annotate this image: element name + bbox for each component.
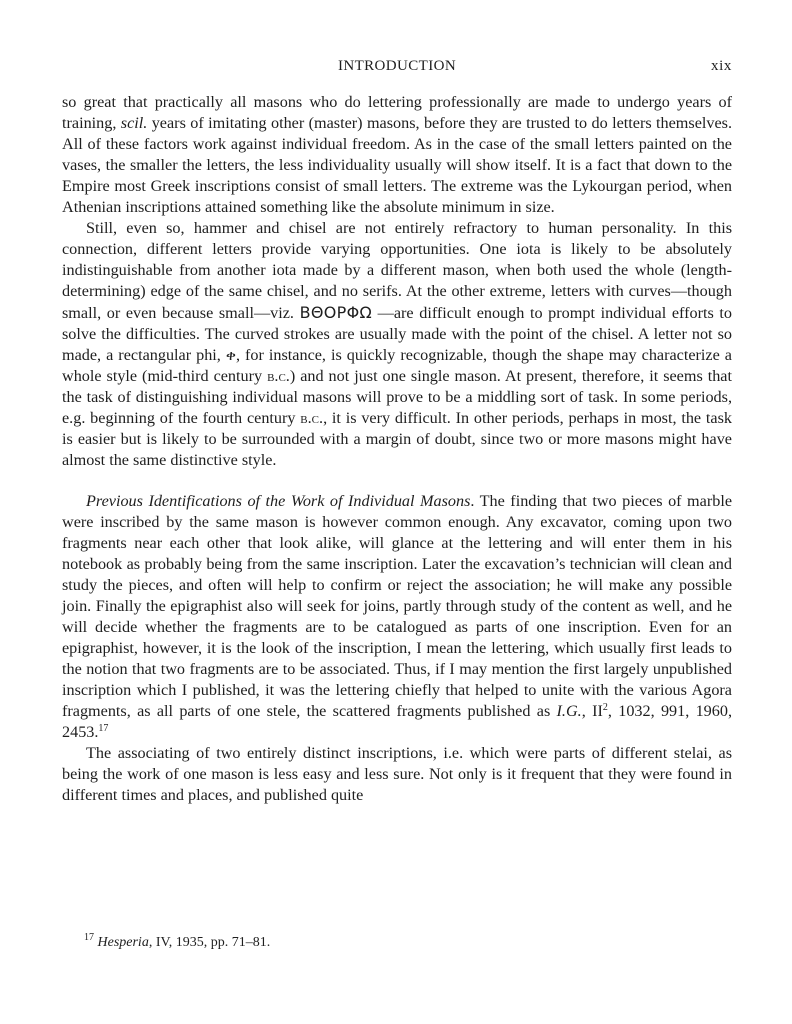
ig-citation: I.G. — [556, 702, 582, 720]
footnote-source: Hesperia — [97, 935, 149, 950]
superscript: 2 — [602, 702, 608, 713]
greek-letters: ΒΘΟΡΦΩ — [299, 303, 373, 322]
running-title: INTRODUCTION — [337, 58, 457, 74]
latin-abbreviation: scil. — [120, 114, 148, 132]
paragraph-1: so great that practically all masons who do lettering professionally are made to undergo years of training, scil. years of imitating other (master) masons, before they are trusted to do letters themselves. All of these factors work against individual freedom. As in the case of the small letters painted on the vases, the smaller the letters, the less individuality usually will show itself. It is a fact that down to the Empire most Greek inscriptions consist of small letters. The extreme was the Lykourgan period, when Athenian inscriptions attained something like the absolute minimum in size. — [62, 93, 732, 216]
body-text — [62, 92, 732, 806]
footnote — [84, 934, 684, 952]
running-header — [62, 58, 732, 80]
section-heading: Previous Identifications of the Work of Individual Masons — [86, 492, 471, 510]
paragraph-4: The associating of two entirely distinct inscriptions, i.e. which were parts of different stelai, as being the work of one mason is less easy and less sure. Not only is it frequent that they were found in different times and places, and published quite — [62, 744, 732, 804]
page-number: xix — [711, 58, 732, 74]
paragraph-3: Previous Identifications of the Work of Individual Masons. The finding that two pieces of marble were inscribed by the same mason is however common enough. Any excavator, coming upon two fragments near each other that look alike, will glance at the lettering and will enter them in his notebook as probably being from the same inscription. Later the excavation’s technician will clean and study the pieces, and often will help to confirm or reject the association; he will make any possible join. Finally the epigraphist also will seek for joins, partly through study of the content as well, and he will decide whether the fragments are to be catalogued as parts of one inscription. Even for an epigraphist, however, it is the look of the inscription, I mean the lettering, which usually first leads to the notion that two fragments are to be associated. Thus, if I may mention the first largely unpublished inscription which I published, it was the lettering chiefly that helped to unite with the various Agora fragments, as all parts of one stele, the scattered fragments published as I.G., $II^2$, 1032, 991, 1960, 2453.17 — [62, 492, 732, 741]
footnote-reference: 17 — [98, 723, 109, 734]
era-abbreviation: b.c. — [267, 367, 290, 385]
era-abbreviation: b.c. — [300, 409, 324, 427]
footnote-number: 17 — [84, 932, 94, 943]
rectangular-phi-glyph: ቀ — [225, 346, 236, 364]
footnote-citation: , IV, 1935, pp. 71–81. — [148, 935, 271, 950]
paragraph-2: Still, even so, hammer and chisel are not entirely refractory to human personality. In this connection, different letters provide varying opportunities. One iota is likely to be absolutely indistinguishable from another iota made by a different mason, when both used the whole (length-determining) edge of the same chisel, and no serifs. At the other extreme, letters with curves—though small, or even because small—viz. ΒΘΟΡΦΩ —are difficult enough to prompt individual efforts to solve the difficulties. The curved strokes are usually made with the point of the chisel. A letter not so made, a rectangular phi, ቀ, for instance, is quickly recognizable, though the shape may characterize a whole style (mid-third century b.c.) and not just one single mason. At present, therefore, it seems that the task of distinguishing individual masons will prove to be a middling sort of task. In some periods, e.g. beginning of the fourth century b.c., it is very difficult. In other periods, perhaps in most, the task is easier but is likely to be surrounded with a margin of doubt, since two or more masons might have almost the same distinctive style. — [62, 219, 733, 469]
